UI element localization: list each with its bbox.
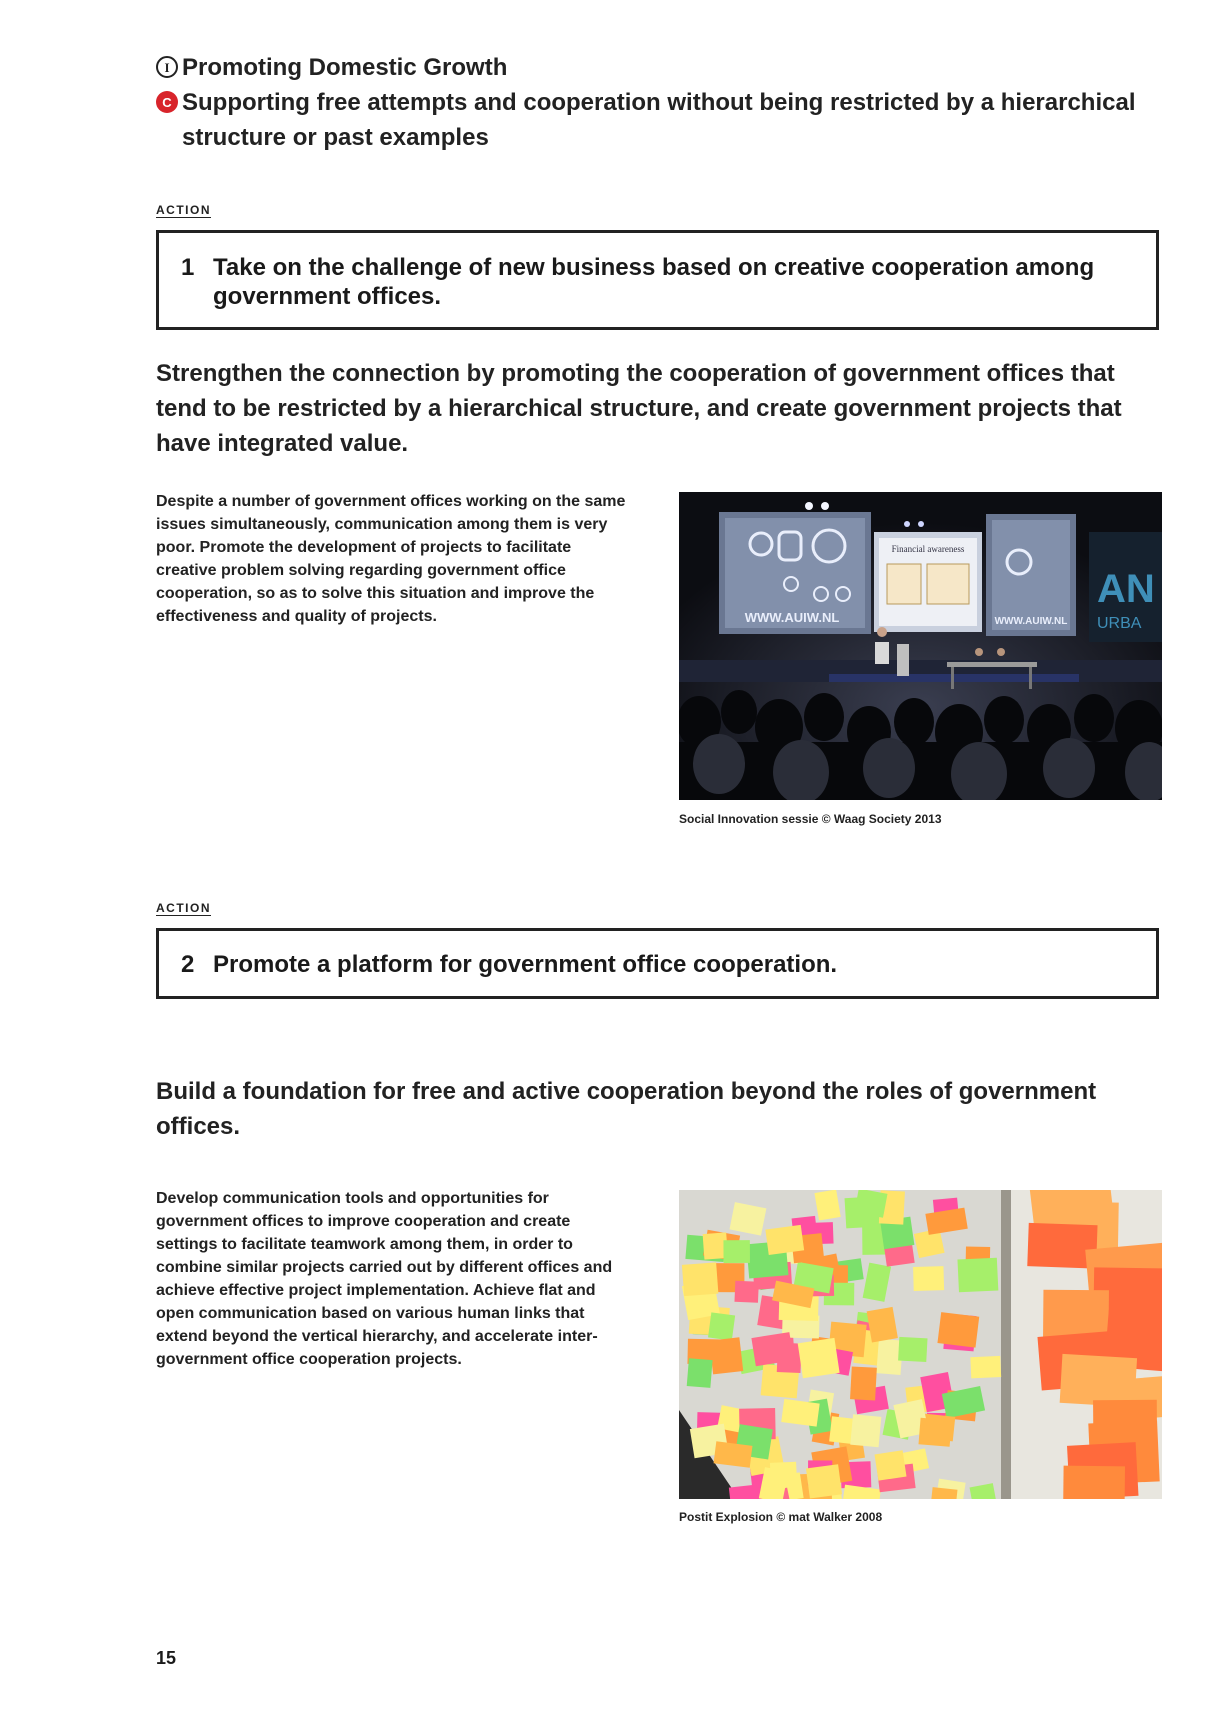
action-1-title: Take on the challenge of new business based on creative cooperation among government offices. — [213, 254, 1095, 310]
sticky-note — [723, 1240, 750, 1263]
sticky-note — [875, 1450, 907, 1480]
action-2-box — [156, 928, 1159, 999]
sticky-note — [781, 1399, 819, 1427]
middle-screen-text: Financial awareness — [891, 544, 965, 554]
postit-illustration — [679, 1190, 1162, 1499]
sticky-note — [850, 1366, 877, 1400]
section-header — [156, 50, 1146, 155]
sticky-note — [806, 1464, 842, 1498]
sticky-note — [708, 1312, 735, 1340]
action-1-label: ACTION — [156, 203, 211, 217]
sticky-note — [814, 1190, 840, 1221]
i-badge-icon: I — [156, 56, 178, 78]
action-1-box — [156, 230, 1159, 330]
sticky-note — [751, 1332, 793, 1366]
left-screen-text: WWW.AUIW.NL — [744, 610, 840, 625]
right-sign-text: AN — [1097, 567, 1155, 611]
action-2-lead: Build a foundation for free and active cooperation beyond the roles of government offices. — [156, 1078, 1097, 1140]
action-2-title: Promote a platform for government office cooperation. — [213, 951, 838, 978]
conference-photo — [679, 492, 1162, 800]
action-2-body: Develop communication tools and opportunities for government offices to improve cooperation and create settings to facilitate teamwork among them, in order to combine similar projects carried out by different offices and achieve effective project implementation. Achieve flat and open communication based on various human links that extend beyond the vertical hierarchy, and accelerate inter-government office cooperation projects. — [156, 1190, 613, 1368]
action-2-caption: Postit Explosion © mat Walker 2008 — [679, 1510, 883, 1524]
postit-photo — [679, 1190, 1162, 1499]
sticky-note — [898, 1337, 927, 1362]
header-c-title: Supporting free attempts and cooperation without being restricted by a hierarchical structure or past examples — [182, 89, 1136, 151]
sticky-note — [798, 1338, 840, 1378]
action-2-number: 2 — [181, 951, 195, 978]
right-screen-text: WWW.AUIW.NL — [994, 616, 1068, 627]
sticky-note — [714, 1441, 753, 1467]
header-i-title: Promoting Domestic Growth — [182, 54, 508, 81]
page-number: 15 — [156, 1648, 177, 1668]
sticky-note — [850, 1414, 881, 1447]
sticky-note — [765, 1225, 804, 1255]
sticky-note — [687, 1358, 713, 1388]
right-sign-subtext: URBA — [1097, 615, 1142, 632]
action-1-caption: Social Innovation sessie © Waag Society 2013 — [679, 812, 942, 826]
header-row-c — [156, 85, 1146, 155]
action-1-lead: Strengthen the connection by promoting the cooperation of government offices that tend to be restricted by a hierarchical structure, and create government projects that have integrated value. — [156, 360, 1122, 457]
sticky-note — [913, 1266, 944, 1291]
sticky-note — [1063, 1466, 1125, 1499]
sticky-note — [918, 1418, 951, 1447]
action-1-number: 1 — [181, 254, 195, 281]
sticky-note — [682, 1262, 719, 1296]
sticky-note — [937, 1312, 979, 1348]
c-badge-icon: C — [156, 91, 178, 113]
sticky-note — [867, 1307, 898, 1343]
sticky-note — [970, 1356, 1001, 1379]
header-row-i — [156, 50, 1146, 85]
action-2-label: ACTION — [156, 901, 211, 915]
conference-illustration — [679, 492, 1162, 800]
action-1-body: Despite a number of government offices working on the same issues simultaneously, communication among them is very poor. Promote the development of projects to facilitate creative problem solving regarding government office cooperation, so as to solve this situation and improve the effectiveness and quality of projects. — [156, 493, 626, 625]
sticky-note — [957, 1258, 998, 1293]
